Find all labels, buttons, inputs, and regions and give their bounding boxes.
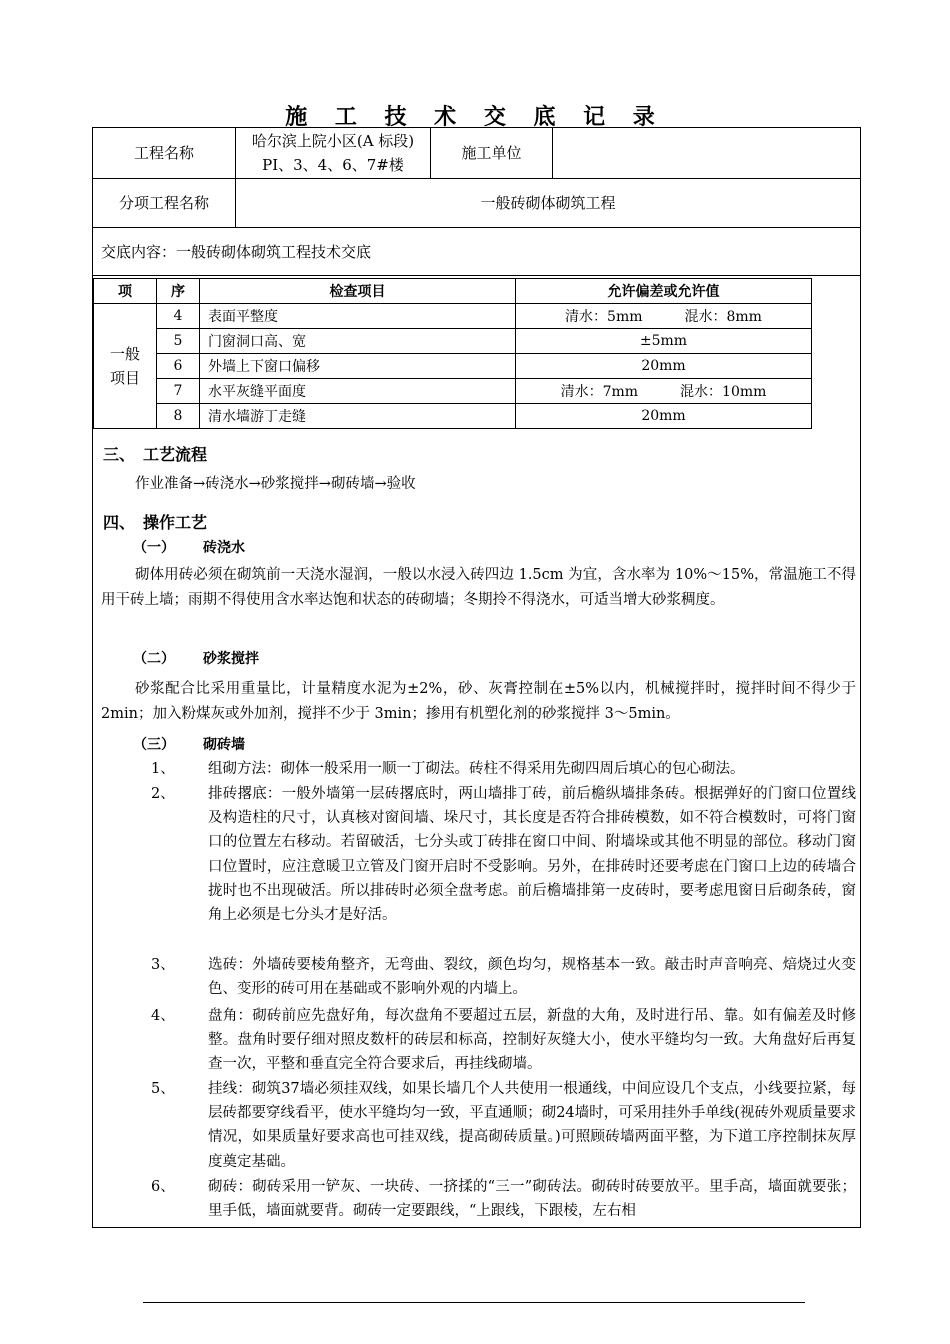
record-frame	[92, 127, 861, 1228]
item-text: 排砖撂底：一般外墙第一层砖撂底时，两山墙排丁砖，前后檐纵墙排条砖。根据弹好的门窗口位置线及构造柱的尺寸，认真核对窗间墙、垛尺寸，其长度是否符合排砖模数，如不符合模数时，可将门窗口的位置左右移动。若留破活，七分头或丁砖排在窗口中间、附墙垛或其他不明显的部位。移动门窗口位置时，应注意暖卫立管及门窗开启时不受影响。另外，在排砖时还要考虑在门窗口上边的砖墙合拢时也不出现破活。所以排砖时必须全盘考虑。前后檐墙排第一皮砖时，要考虑甩窗日后砌条砖，窗角上必须是七分头才是好活。	[208, 786, 856, 924]
row-item: 外墙上下窗口偏移	[200, 354, 516, 379]
sub-project-row	[93, 179, 860, 228]
table-row	[94, 304, 812, 329]
list-item	[151, 1175, 856, 1223]
table-row	[94, 379, 812, 404]
sub2-text: 砂浆配合比采用重量比，计量精度水泥为±2%，砂、灰膏控制在±5%以内，机械搅拌时，搅拌时间不得少于 2min；加入粉煤灰或外加剂，搅拌不少于 3min；掺用有机塑化剂的砂浆搅拌 3～5min。	[101, 681, 856, 722]
project-name-label: 工程名称	[133, 144, 194, 162]
content-row	[93, 228, 860, 276]
sub-project-label: 分项工程名称	[118, 194, 209, 212]
row-seq: 7	[157, 379, 200, 404]
table-row	[94, 329, 812, 354]
row-seq: 8	[157, 404, 200, 429]
check-table-header	[94, 279, 812, 304]
document-title: 施 工 技 术 交 底 记 录	[285, 105, 665, 130]
sub2-heading	[133, 648, 259, 668]
construction-unit-value	[552, 128, 860, 178]
section4-title: 四、 操作工艺	[103, 513, 208, 532]
project-name-row	[93, 128, 860, 179]
group-label	[94, 304, 157, 429]
list-item	[151, 782, 856, 927]
list-item	[151, 1004, 856, 1077]
item-num: 5、	[151, 1081, 175, 1097]
project-name-value	[235, 128, 430, 178]
row-item: 门窗洞口高、宽	[200, 329, 516, 354]
process-flow: 作业准备→砖浇水→砂浆搅拌→砌砖墙→验收	[135, 476, 416, 492]
sub-project-value: 一般砖砌体砌筑工程	[235, 179, 860, 227]
col-header-category: 项	[94, 279, 157, 304]
row-item: 水平灰缝平面度	[200, 379, 516, 404]
sub3-title: 砌砖墙	[203, 737, 245, 753]
project-name-line2: PI、3、4、6、7#楼	[262, 156, 404, 174]
col-header-item: 检查项目	[200, 279, 516, 304]
item-text: 砌砖：砌砖采用一铲灰、一块砖、一挤揉的“三一”砌砖法。砌砖时砖要放平。里手高，墙面就要张；里手低，墙面就要背。砌砖一定要跟线，“上跟线，下跟棱，左右相	[208, 1179, 856, 1220]
item-text: 盘角：砌砖前应先盘好角，每次盘角不要超过五层，新盘的大角，及时进行吊、靠。如有偏差及时修整。盘角时要仔细对照皮数杆的砖层和标高，控制好灰缝大小，使水平缝均匀一致。大角盘好后再复查一次，平整和垂直完全符合要求后，再挂线砌墙。	[208, 1008, 856, 1073]
col-header-seq: 序	[157, 279, 200, 304]
item-text: 组砌方法：砌体一般采用一顺一丁砌法。砖柱不得采用先砌四周后填心的包心砌法。	[208, 761, 745, 777]
list-item	[151, 1077, 856, 1174]
row-value: 清水：5mm 混水：8mm	[516, 304, 812, 329]
sub3-num: （三）	[133, 737, 175, 753]
row-seq: 5	[157, 329, 200, 354]
group-label-line2: 项目	[109, 369, 140, 387]
sub1-title: 砖浇水	[203, 540, 245, 556]
sub1-num: （一）	[133, 540, 175, 556]
sub3-heading	[133, 734, 245, 754]
item-num: 4、	[151, 1008, 175, 1024]
sub2-title: 砂浆搅拌	[203, 651, 259, 667]
table-row	[94, 404, 812, 429]
item-num: 2、	[151, 786, 175, 802]
item-text: 选砖：外墙砖要棱角整齐，无弯曲、裂纹，颜色均匀，规格基本一致。敲击时声音响亮、焙烧过火变色、变形的砖可用在基础或不影响外观的内墙上。	[208, 957, 856, 998]
item-num: 3、	[151, 957, 175, 973]
item-text: 挂线：砌筑37墙必须挂双线，如果长墙几个人共使用一根通线，中间应设几个支点，小线要拉紧，每层砖都要穿线看平，使水平缝均匀一致，平直通顺；砌24墙时，可采用挂外手单线(视砖外观质量要求情况，如果质量好要求高也可挂双线，提高砌砖质量。)可照顾砖墙两面平整，为下道工序控制抹灰厚度奠定基础。	[208, 1081, 856, 1170]
section3-title: 三、 工艺流程	[103, 445, 208, 464]
sub2-num: （二）	[133, 651, 175, 667]
col-header-tolerance: 允许偏差或允许值	[516, 279, 812, 304]
list-item	[151, 757, 856, 781]
row-seq: 4	[157, 304, 200, 329]
row-value: 清水：7mm 混水：10mm	[516, 379, 812, 404]
list-item	[151, 953, 856, 1001]
item-num: 6、	[151, 1179, 175, 1195]
item-num: 1、	[151, 761, 175, 777]
footer-rule	[143, 1302, 805, 1303]
project-name-line1: 哈尔滨上院小区(A 标段)	[251, 132, 415, 150]
table-row	[94, 354, 812, 379]
row-value: 20mm	[516, 354, 812, 379]
row-value: 20mm	[516, 404, 812, 429]
sub1-text: 砌体用砖必须在砌筑前一天浇水湿润，一般以水浸入砖四边 1.5cm 为宜，含水率为 10%～15%，常温施工不得用干砖上墙；雨期不得使用含水率达饱和状态的砖砌墙；冬期拎不得浇水，可适当增大砂浆稠度。	[101, 567, 856, 608]
check-table	[93, 278, 812, 429]
row-item: 表面平整度	[200, 304, 516, 329]
content-label: 交底内容：一般砖砌体砌筑工程技术交底	[101, 243, 372, 261]
row-seq: 6	[157, 354, 200, 379]
row-item: 清水墙游丁走缝	[200, 404, 516, 429]
construction-unit-label: 施工单位	[430, 128, 552, 178]
row-value: ±5mm	[516, 329, 812, 354]
sub1-heading	[133, 537, 245, 557]
group-label-line1: 一般	[109, 345, 140, 363]
